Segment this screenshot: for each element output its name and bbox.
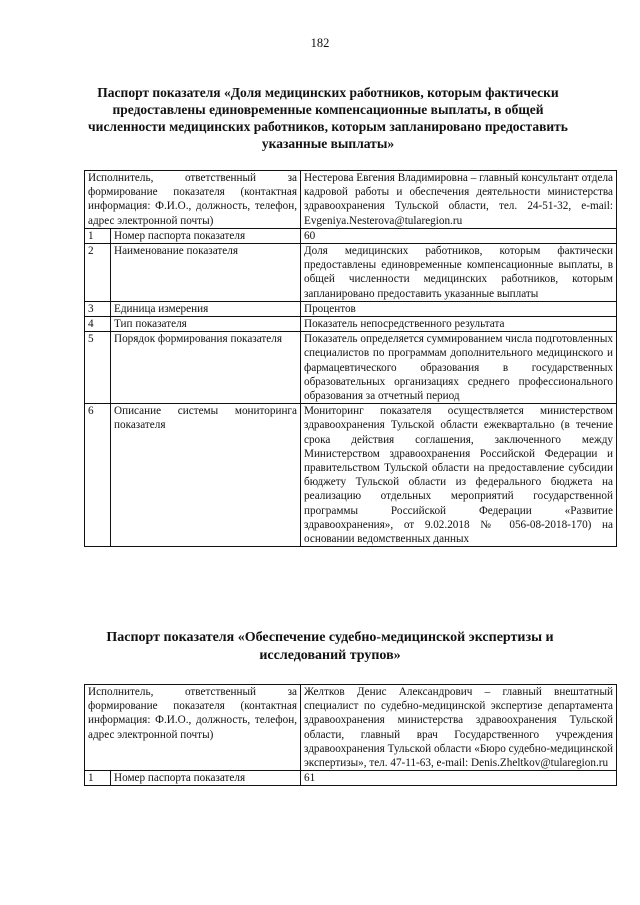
row-value: 60: [301, 228, 617, 243]
row-number: 1: [85, 228, 111, 243]
table-row: [85, 685, 617, 771]
table-row: [85, 244, 617, 302]
responsible-label: Исполнитель, ответственный за формирование показателя (контактная информация: Ф.И.О., должность, телефон, адрес электронной почты): [85, 171, 301, 229]
row-value: Процентов: [301, 301, 617, 316]
row-value: 61: [301, 771, 617, 786]
passport-1-table: [84, 170, 617, 547]
row-label: Описание системы мониторинга показателя: [111, 404, 301, 547]
row-number: 4: [85, 317, 111, 332]
row-number: 3: [85, 301, 111, 316]
table-row: [85, 301, 617, 316]
responsible-value: Нестерова Евгения Владимировна – главный консультант отдела кадровой работы и обеспечения деятельности министерства здравоохранения Тульской области, тел. 24-51-32, e-mail: Evgeniya.Nesterova@tularegion.ru: [301, 171, 617, 229]
row-number: 2: [85, 244, 111, 302]
passport-2-table: [84, 684, 617, 786]
row-label: Номер паспорта показателя: [111, 228, 301, 243]
table-row: [85, 171, 617, 229]
table-row: [85, 317, 617, 332]
row-number: 1: [85, 771, 111, 786]
row-label: Порядок формирования показателя: [111, 332, 301, 404]
passport-2-title: Паспорт показателя «Обеспечение судебно-медицинской экспертизы и исследований трупов»: [106, 630, 554, 663]
row-number: 6: [85, 404, 111, 547]
row-value: Доля медицинских работников, которым фактически предоставлены единовременные компенсационные выплаты, в общей численности медицинских работников, которым запланировано предоставить указанные выплаты: [301, 244, 617, 302]
table-row: [85, 771, 617, 786]
page-number: 182: [310, 36, 330, 50]
row-label: Единица измерения: [111, 301, 301, 316]
row-label: Наименование показателя: [111, 244, 301, 302]
row-label: Тип показателя: [111, 317, 301, 332]
table-row: [85, 404, 617, 547]
row-value: Показатель непосредственного результата: [301, 317, 617, 332]
table-row: [85, 332, 617, 404]
row-value: Мониторинг показателя осуществляется министерством здравоохранения Тульской области ежеквартально (в течение срока действия соглашения, заключенного между Министерством здравоохранения Российской Федерации и правительством Тульской области на предоставление субсидии бюджету Тульской области из федерального бюджета на реализацию отдельных мероприятий государственной программы Российской Федерации «Развитие здравоохранения», от 9.02.2018 № 056-08-2018-170) на основании ведомственных данных: [301, 404, 617, 547]
row-number: 5: [85, 332, 111, 404]
table-row: [85, 228, 617, 243]
row-label: Номер паспорта показателя: [111, 771, 301, 786]
passport-1-title: Паспорт показателя «Доля медицинских работников, которым фактически предоставлены единовременные компенсационные выплаты, в общей численности медицинских работников, которым запланировано предоставить указанные выплаты»: [88, 85, 568, 151]
responsible-value: Желтков Денис Александрович – главный внештатный специалист по судебно-медицинской экспертизе департамента здравоохранения министерства здравоохранения Тульской области, главный врач Государственного учреждения здравоохранения Тульской области «Бюро судебно-медицинской экспертизы», тел. 47-11-63, e-mail: Denis.Zheltkov@tularegion.ru: [301, 685, 617, 771]
row-value: Показатель определяется суммированием числа подготовленных специалистов по программам дополнительного медицинского и фармацевтического образования в государственных образовательных организациях среднего профессионального образования за отчетный период: [301, 332, 617, 404]
responsible-label: Исполнитель, ответственный за формирование показателя (контактная информация: Ф.И.О., должность, телефон, адрес электронной почты): [85, 685, 301, 771]
